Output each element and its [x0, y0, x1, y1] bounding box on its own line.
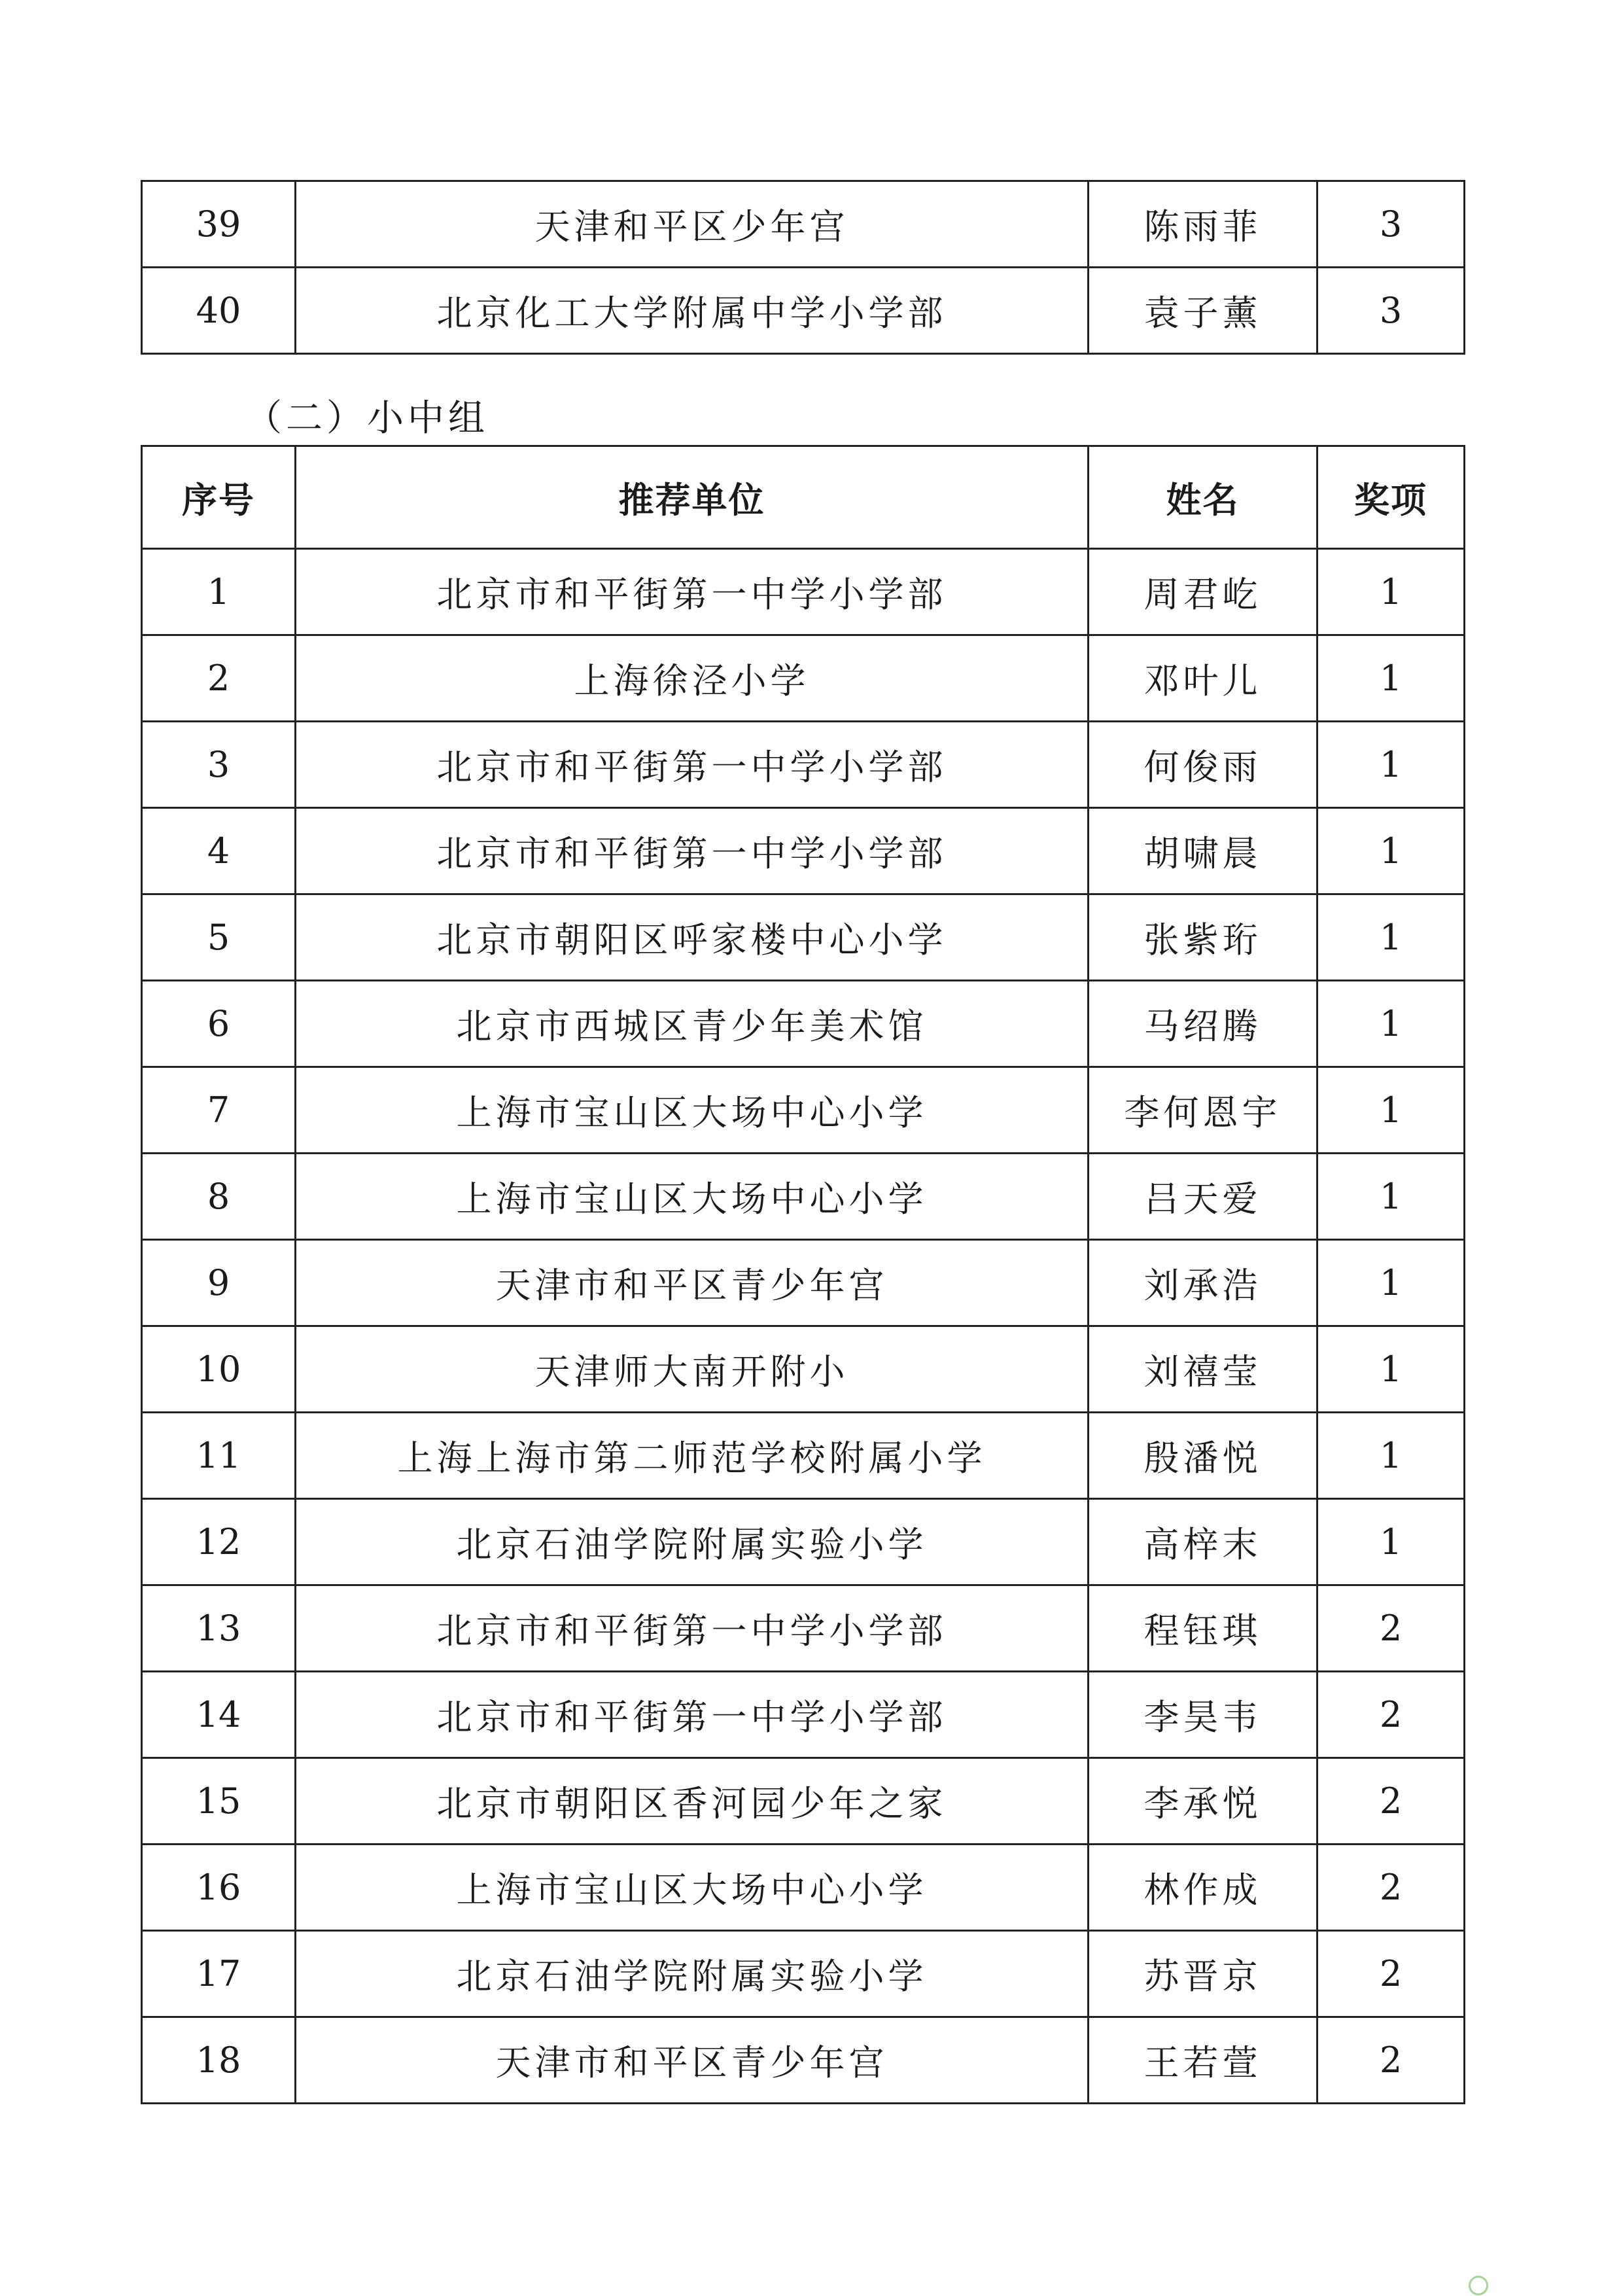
award-table [141, 445, 1465, 2104]
student-name: 林作成 [1089, 1845, 1318, 1931]
student-name: 马绍腾 [1089, 981, 1318, 1067]
row-number: 40 [142, 268, 296, 354]
student-name: 高梓末 [1089, 1499, 1318, 1585]
row-number: 1 [142, 549, 296, 635]
continued-table-body [142, 181, 1465, 354]
student-name: 殷潘悦 [1089, 1413, 1318, 1499]
row-number: 8 [142, 1154, 296, 1240]
row-number: 11 [142, 1413, 296, 1499]
table-row [142, 1499, 1465, 1585]
header-name: 姓名 [1089, 446, 1318, 549]
row-number: 4 [142, 808, 296, 894]
student-name: 李承悦 [1089, 1758, 1318, 1845]
table-row [142, 549, 1465, 635]
award-level: 1 [1318, 894, 1465, 981]
row-number: 15 [142, 1758, 296, 1845]
award-level: 1 [1318, 722, 1465, 808]
award-level: 1 [1318, 1240, 1465, 1326]
student-name: 吕天爱 [1089, 1154, 1318, 1240]
header-award: 奖项 [1318, 446, 1465, 549]
row-number: 16 [142, 1845, 296, 1931]
continued-table [141, 180, 1465, 355]
table-row [142, 1845, 1465, 1931]
row-number: 39 [142, 181, 296, 268]
row-number: 5 [142, 894, 296, 981]
table-row [142, 808, 1465, 894]
recommending-unit: 上海市宝山区大场中心小学 [296, 1154, 1089, 1240]
row-number: 7 [142, 1067, 296, 1154]
row-number: 13 [142, 1585, 296, 1672]
header-row [142, 446, 1465, 549]
award-level: 1 [1318, 1326, 1465, 1413]
award-level: 2 [1318, 1585, 1465, 1672]
award-level: 1 [1318, 1067, 1465, 1154]
recommending-unit: 北京市和平街第一中学小学部 [296, 1672, 1089, 1758]
award-level: 1 [1318, 981, 1465, 1067]
recommending-unit: 北京市和平街第一中学小学部 [296, 808, 1089, 894]
student-name: 王若萱 [1089, 2017, 1318, 2104]
recommending-unit: 上海徐泾小学 [296, 635, 1089, 722]
row-number: 17 [142, 1931, 296, 2017]
student-name: 刘禧莹 [1089, 1326, 1318, 1413]
award-level: 3 [1318, 268, 1465, 354]
recommending-unit: 北京市朝阳区呼家楼中心小学 [296, 894, 1089, 981]
table-row [142, 1154, 1465, 1240]
award-level: 1 [1318, 1413, 1465, 1499]
student-name: 胡啸晨 [1089, 808, 1318, 894]
recommending-unit: 天津市和平区青少年宫 [296, 2017, 1089, 2104]
recommending-unit: 北京市西城区青少年美术馆 [296, 981, 1089, 1067]
table-row [142, 894, 1465, 981]
student-name: 袁子薰 [1089, 268, 1318, 354]
student-name: 张紫珩 [1089, 894, 1318, 981]
recommending-unit: 上海市宝山区大场中心小学 [296, 1845, 1089, 1931]
award-level: 1 [1318, 1499, 1465, 1585]
corner-mark-icon [1469, 2276, 1488, 2295]
award-level: 2 [1318, 1931, 1465, 2017]
table-row [142, 1240, 1465, 1326]
row-number: 12 [142, 1499, 296, 1585]
recommending-unit: 北京化工大学附属中学小学部 [296, 268, 1089, 354]
student-name: 李何恩宇 [1089, 1067, 1318, 1154]
header-no: 序号 [142, 446, 296, 549]
award-table-body [142, 549, 1465, 2104]
student-name: 程钰琪 [1089, 1585, 1318, 1672]
recommending-unit: 天津市和平区青少年宫 [296, 1240, 1089, 1326]
award-level: 1 [1318, 549, 1465, 635]
table-row [142, 268, 1465, 354]
table-row [142, 1758, 1465, 1845]
student-name: 刘承浩 [1089, 1240, 1318, 1326]
recommending-unit: 北京石油学院附属实验小学 [296, 1931, 1089, 2017]
row-number: 18 [142, 2017, 296, 2104]
award-level: 2 [1318, 1845, 1465, 1931]
table-row [142, 1413, 1465, 1499]
award-level: 1 [1318, 635, 1465, 722]
award-level: 1 [1318, 808, 1465, 894]
row-number: 2 [142, 635, 296, 722]
table-row [142, 981, 1465, 1067]
student-name: 苏晋京 [1089, 1931, 1318, 2017]
award-level: 2 [1318, 2017, 1465, 2104]
row-number: 3 [142, 722, 296, 808]
table-row [142, 1067, 1465, 1154]
row-number: 10 [142, 1326, 296, 1413]
student-name: 邓叶儿 [1089, 635, 1318, 722]
recommending-unit: 上海市宝山区大场中心小学 [296, 1067, 1089, 1154]
award-level: 3 [1318, 181, 1465, 268]
recommending-unit: 天津师大南开附小 [296, 1326, 1089, 1413]
recommending-unit: 上海上海市第二师范学校附属小学 [296, 1413, 1089, 1499]
table-row [142, 2017, 1465, 2104]
student-name: 何俊雨 [1089, 722, 1318, 808]
award-level: 2 [1318, 1672, 1465, 1758]
table-row [142, 1585, 1465, 1672]
table-row [142, 1326, 1465, 1413]
row-number: 9 [142, 1240, 296, 1326]
row-number: 14 [142, 1672, 296, 1758]
row-number: 6 [142, 981, 296, 1067]
recommending-unit: 北京石油学院附属实验小学 [296, 1499, 1089, 1585]
student-name: 周君屹 [1089, 549, 1318, 635]
table-row [142, 1672, 1465, 1758]
student-name: 李昊韦 [1089, 1672, 1318, 1758]
header-unit: 推荐单位 [296, 446, 1089, 549]
student-name: 陈雨菲 [1089, 181, 1318, 268]
section-heading: （二）小中组 [245, 397, 489, 440]
award-level: 1 [1318, 1154, 1465, 1240]
recommending-unit: 天津和平区少年宫 [296, 181, 1089, 268]
table-row [142, 181, 1465, 268]
recommending-unit: 北京市和平街第一中学小学部 [296, 549, 1089, 635]
award-level: 2 [1318, 1758, 1465, 1845]
recommending-unit: 北京市和平街第一中学小学部 [296, 722, 1089, 808]
recommending-unit: 北京市和平街第一中学小学部 [296, 1585, 1089, 1672]
table-row [142, 635, 1465, 722]
recommending-unit: 北京市朝阳区香河园少年之家 [296, 1758, 1089, 1845]
table-row [142, 722, 1465, 808]
table-row [142, 1931, 1465, 2017]
